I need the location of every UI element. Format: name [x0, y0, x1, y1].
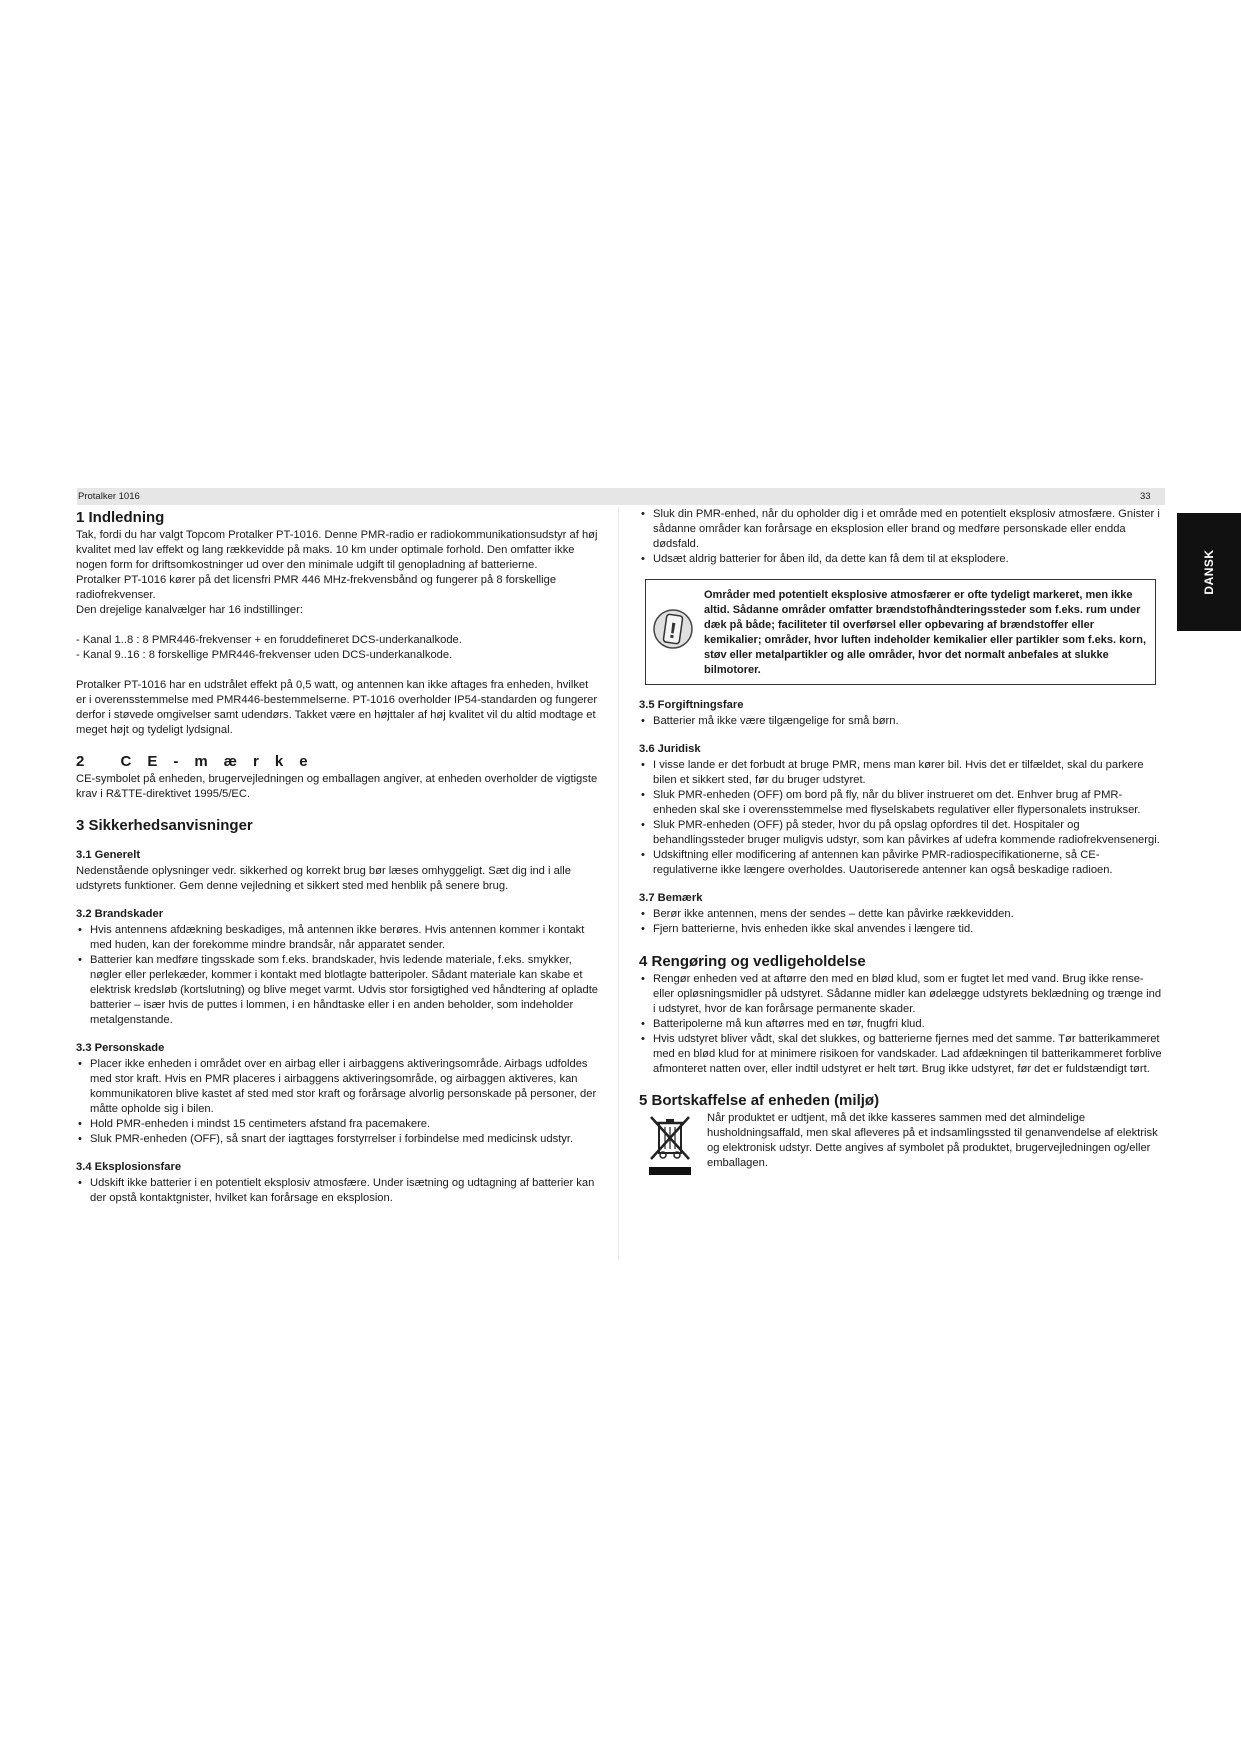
column-divider — [618, 507, 619, 1259]
list-item: • Rengør enheden ved at aftørre den med en blød klud, som er fugtet let med vand. Brug ikke rense- eller opløsningsmidler på udstyret. Sådanne midler kan ødelægge udstyrets beklædning og trænge ind i udstyret, hvor de kan forårsage permanente skader. — [639, 972, 1164, 1017]
subsection-3-7-title: 3.7 Bemærk — [639, 892, 703, 904]
subsection-3-5-title: 3.5 Forgiftningsfare — [639, 699, 744, 711]
list-item: • Batterier kan medføre tingsskade som f.eks. brandskader, hvis ledende materiale, f.eks. smykker, nøgler eller perlekæder, kommer i kontakt med blotlagte batteripoler. Sådant materiale kan skabe et elektrisk kredsløb (kortslutning) og blive meget varmt. Udvis stor forsigtighed ved håndtering af opladte batterier – især hvis de puttes i lommen, i en håndtaske eller i en anden beholder, som indeholder metalgenstande. — [76, 953, 600, 1028]
exclamation-warning-icon — [652, 608, 694, 650]
warning-box — [645, 579, 1156, 685]
language-tab-label: DANSK — [1202, 549, 1216, 595]
section-1-intro: Tak, fordi du har valgt Topcom Protalker PT-1016. Denne PMR-radio er radiokommunikationsudstyr af høj kvalitet med lav effekt og lang rækkevidde på maks. 10 km under optimale forhold. Den omfatter ikke nogen form for driftsomkostninger ud over den minimale udgift til genopladning af batterierne. — [76, 529, 598, 571]
list-item: • Batterier må ikke være tilgængelige for små børn. — [639, 714, 1164, 729]
section-1-selector: Den drejelige kanalvælger har 16 indstillinger: — [76, 604, 303, 616]
list-item: • Hvis udstyret bliver vådt, skal det slukkes, og batterierne fjernes med det samme. Tør batterikammeret med en blød klud for at minimere risikoen for vandskader. Lad afdækningen til batterikammeret forblive afmonteret natten over, eller indtil udstyret er helt tørt. Brug ikke udstyret, før det er fuldstændigt tørt. — [639, 1032, 1164, 1077]
header-bar — [77, 488, 1165, 505]
list-item: • Sluk PMR-enheden (OFF) på steder, hvor du på opslag opfordres til det. Hospitaler og behandlingssteder bruger muligvis udstyr, som kan påvirkes af udefra kommende radiofrekvensenergi. — [639, 818, 1164, 848]
section-5-title: 5 Bortskaffelse af enheden (miljø) — [639, 1092, 880, 1109]
section-1-frequency: Protalker PT-1016 kører på det licensfri PMR 446 MHz-frekvensbånd og fungerer på 8 forskellige radiofrekvenser. — [76, 574, 557, 601]
disposal-block — [639, 1111, 1164, 1181]
list-item: • Hvis antennens afdækning beskadiges, må antennen ikke berøres. Hvis antennen kommer i kontakt med huden, kan der forekomme mindre brandsår, når apparatet sender. — [76, 923, 600, 953]
language-tab — [1177, 513, 1241, 631]
warning-text: Områder med potentielt eksplosive atmosfærer er ofte tydeligt markeret, men ikke altid. Sådanne områder omfatter brændstofhåndteringssteder som f.eks. rum under dæk på både; faciliteter til overførsel eller opbevaring af brændstoffer eller kemikalier; områder, hvor luften indeholder kemikalier eller partikler som f.eks. korn, støv eller metalpartikler og alle områder, hvor det normalt anbefales at slukke bilmotorer. — [704, 589, 1147, 676]
header-product-name: Protalker 1016 — [78, 491, 140, 502]
section-3-title: 3 Sikkerhedsanvisninger — [76, 817, 253, 834]
list-item: • Batteripolerne må kun aftørres med en tør, fnugfri klud. — [639, 1017, 1164, 1032]
list-item: • Sluk PMR-enheden (OFF), så snart der iagttages forstyrrelser i forbindelse med medicinsk udstyr. — [76, 1132, 600, 1147]
crossed-out-bin-icon — [645, 1113, 695, 1177]
section-1-title: 1 Indledning — [76, 509, 165, 526]
list-item: • Berør ikke antennen, mens der sendes – dette kan påvirke rækkevidden. — [639, 907, 1164, 922]
list-item: • Fjern batterierne, hvis enheden ikke skal anvendes i længere tid. — [639, 922, 1164, 937]
list-item: • Placer ikke enheden i området over en airbag eller i airbaggens aktiveringsområde. Airbags udfoldes med stor kraft. Hvis en PMR placeres i airbaggens aktiveringsområde, og airbaggen aktiveres, kan kommunikatoren blive kastet af sted med stor kraft og forårsage alvorlig personskade på personer, der måtte opholde sig i bilen. — [76, 1057, 600, 1117]
section-4-title: 4 Rengøring og vedligeholdelse — [639, 953, 866, 970]
list-item: • Udskiftning eller modificering af antennen kan påvirke PMR-radiospecifikationerne, så CE-regulativerne ikke længere overholdes. Uautoriserede antenner kan også beskadige radioen. — [639, 848, 1164, 878]
subsection-3-1-text: Nedenstående oplysninger vedr. sikkerhed og korrekt brug bør læses omhyggeligt. Sæt dig ind i alle udstyrets funktioner. Gem denne vejledning et sikkert sted med henblik på senere brug. — [76, 865, 572, 892]
subsection-3-3-title: 3.3 Personskade — [76, 1042, 165, 1054]
disposal-text: Når produktet er udtjent, må det ikke kasseres sammen med det almindelige husholdningsaffald, men skal afleveres på et indsamlingssted til genanvendelse af elektrisk og elektronisk udstyr. Dette angives af symbolet på produktet, brugervejledningen og/eller emballagen. — [707, 1112, 1158, 1169]
right-column — [639, 507, 1164, 1181]
subsection-3-4-title: 3.4 Eksplosionsfare — [76, 1161, 182, 1173]
channel-line-2: - Kanal 9..16 : 8 forskellige PMR446-frekvenser uden DCS-underkanalkode. — [76, 649, 453, 661]
list-item: • Udskift ikke batterier i en potentielt eksplosiv atmosfære. Under isætning og udtagning af batterier kan der opstå kontaktgnister, hvilket kan forårsage en eksplosion. — [76, 1176, 600, 1206]
list-item: • I visse lande er det forbudt at bruge PMR, mens man kører bil. Hvis det er tilfældet, skal du parkere bilen et sikkert sted, før du bruger udstyret. — [639, 758, 1164, 788]
section-2-text: CE-symbolet på enheden, brugervejledningen og emballagen angiver, at enheden overholder de vigtigste krav i R&TTE-direktivet 1995/5/EC. — [76, 773, 598, 800]
svg-text:!: ! — [667, 617, 679, 644]
subsection-3-1-title: 3.1 Generelt — [76, 849, 141, 861]
section-2-title: 2 CE-mærke — [76, 753, 324, 770]
left-column — [76, 508, 600, 1206]
list-item: • Udsæt aldrig batterier for åben ild, da dette kan få dem til at eksplodere. — [639, 552, 1164, 567]
list-item: • Sluk PMR-enheden (OFF) om bord på fly, når du bliver instrueret om det. Enhver brug af PMR-enheden skal ske i overensstemmelse med flyselskabets regulativer eller flypersonalets instrukser. — [639, 788, 1164, 818]
list-item: • Hold PMR-enheden i mindst 15 centimeters afstand fra pacemakere. — [76, 1117, 600, 1132]
list-item: • Sluk din PMR-enhed, når du opholder dig i et område med en potentielt eksplosiv atmosfære. Gnister i sådanne områder kan forårsage en eksplosion eller brand og medføre personskade eller endda dødsfald. — [639, 507, 1164, 552]
channel-line-1: - Kanal 1..8 : 8 PMR446-frekvenser + en foruddefineret DCS-underkanalkode. — [76, 634, 462, 646]
section-1-power: Protalker PT-1016 har en udstrålet effekt på 0,5 watt, og antennen kan ikke aftages fra enheden, hvilket er i overensstemmelse med PMR446-bestemmelserne. PT-1016 overholder IP54-standarden og fungerer derfor i støvede omgivelser samt udendørs. Takket være en højttaler af høj kvalitet vil du altid modtage et meget højt og tydeligt lydsignal. — [76, 679, 598, 736]
subsection-3-2-title: 3.2 Brandskader — [76, 908, 164, 920]
subsection-3-6-title: 3.6 Juridisk — [639, 743, 701, 755]
page-number: 33 — [1140, 491, 1151, 502]
